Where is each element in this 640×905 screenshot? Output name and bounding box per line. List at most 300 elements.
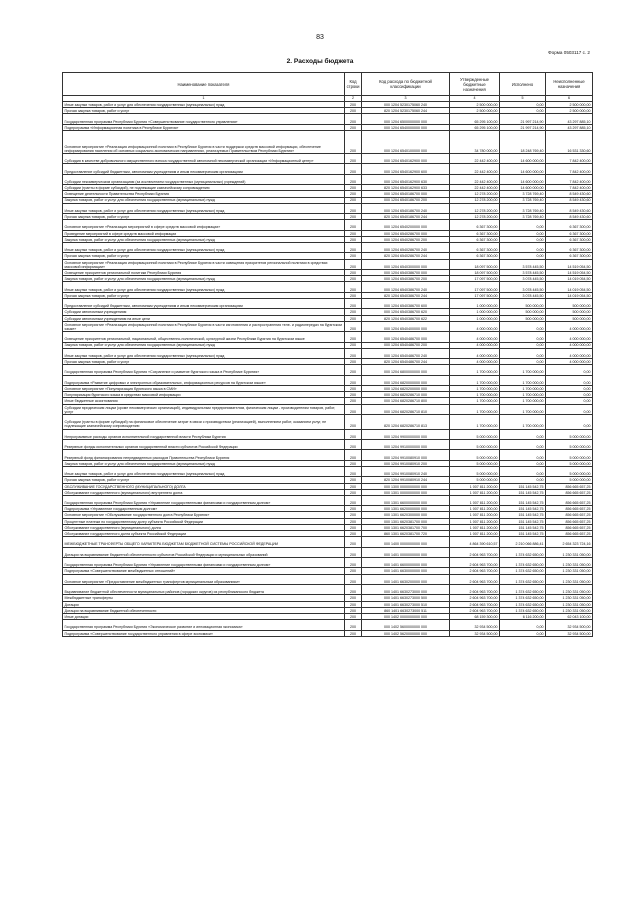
row-line-code: 200 bbox=[345, 214, 362, 220]
row-unexecuted-amount: 856 665 657,25 bbox=[546, 506, 593, 512]
row-unexecuted-amount: 14 019 054,50 bbox=[546, 276, 593, 282]
row-line-code: 200 bbox=[345, 584, 362, 594]
row-executed-amount: 500 000,00 bbox=[500, 298, 546, 308]
column-number: 5 bbox=[500, 96, 546, 102]
row-approved-amount: 1 700 000,00 bbox=[450, 392, 500, 398]
row-executed-amount: 1 374 632 650,00 bbox=[500, 595, 546, 601]
row-approved-amount: 5 000 000,00 bbox=[450, 460, 500, 466]
row-approved-amount: 18 097 500,00 bbox=[450, 259, 500, 269]
row-name: Государственная программа Республики Бурятия «Сохранение и развитие бурятского языка в Республике Бурятия» bbox=[63, 365, 345, 375]
row-unexecuted-amount: 856 665 657,25 bbox=[546, 518, 593, 524]
row-unexecuted-amount: 32 934 500,00 bbox=[546, 630, 593, 636]
row-unexecuted-amount: 6 367 300,00 bbox=[546, 253, 593, 259]
table-row bbox=[63, 298, 593, 308]
row-name: Прочая закупка товаров, работ и услуг bbox=[63, 253, 345, 259]
row-classification-code: 000 1402 5620000000 000 bbox=[362, 630, 450, 636]
row-executed-amount: 3 078 445,50 bbox=[500, 276, 546, 282]
header-line-code: Код строки bbox=[345, 73, 362, 96]
row-unexecuted-amount: 4 000 000,00 bbox=[546, 342, 593, 348]
row-classification-code: 820 1204 6540386700 622 bbox=[362, 315, 450, 321]
table-row bbox=[63, 439, 593, 449]
table-row bbox=[63, 203, 593, 213]
row-unexecuted-amount: 5 000 000,00 bbox=[546, 429, 593, 439]
row-classification-code: 000 1301 6620300000 000 bbox=[362, 512, 450, 518]
row-approved-amount: 5 000 000,00 bbox=[450, 477, 500, 483]
row-executed-amount: 6 116 200,00 bbox=[500, 613, 546, 619]
row-name: Подпрограмма «Совершенствование государственного управления в сфере экономики» bbox=[63, 630, 345, 636]
row-name: Государственная программа Республики Бурятия «Совершенствование государственного управления» bbox=[63, 114, 345, 124]
table-row bbox=[63, 259, 593, 269]
row-unexecuted-amount: 6 367 300,00 bbox=[546, 230, 593, 236]
row-approved-amount: 5 000 000,00 bbox=[450, 439, 500, 449]
row-unexecuted-amount: 1 230 331 050,00 bbox=[546, 601, 593, 607]
row-unexecuted-amount: 43 297 885,10 bbox=[546, 114, 593, 124]
row-unexecuted-amount: 7 842 400,00 bbox=[546, 164, 593, 174]
row-name: Дотации на выравнивание бюджетной обеспеченности субъектов Российской Федерации и муниципальных образований bbox=[63, 547, 345, 557]
row-line-code: 200 bbox=[345, 197, 362, 203]
column-number: 4 bbox=[450, 96, 500, 102]
row-name: Предоставление субсидий бюджетным, автономным учреждениям и иным некоммерческим организациям bbox=[63, 298, 345, 308]
row-line-code: 200 bbox=[345, 489, 362, 495]
row-unexecuted-amount: 62 043 100,00 bbox=[546, 613, 593, 619]
row-unexecuted-amount: 0,00 bbox=[546, 386, 593, 392]
row-approved-amount: 4 000 000,00 bbox=[450, 321, 500, 331]
table-row bbox=[63, 220, 593, 230]
row-approved-amount: 2 500 000,00 bbox=[450, 102, 500, 108]
row-approved-amount: 1 000 000,00 bbox=[450, 309, 500, 315]
header-unexecuted: Неисполненные назначения bbox=[546, 73, 593, 96]
header-executed: Исполнено bbox=[500, 73, 546, 96]
row-approved-amount: 5 000 000,00 bbox=[450, 450, 500, 460]
row-name: Иные закупки товаров, работ и услуг для обеспечения государственных (муниципальных) нужд bbox=[63, 348, 345, 358]
row-unexecuted-amount: 6 367 300,00 bbox=[546, 220, 593, 230]
row-unexecuted-amount: 5 000 000,00 bbox=[546, 439, 593, 449]
table-row bbox=[63, 348, 593, 358]
row-executed-amount: 151 145 542,75 bbox=[500, 524, 546, 530]
row-name: Дотации на выравнивание бюджетной обеспеченности bbox=[63, 607, 345, 613]
row-approved-amount: 4 000 000,00 bbox=[450, 342, 500, 348]
row-unexecuted-amount: 6 367 300,00 bbox=[546, 236, 593, 242]
row-line-code: 200 bbox=[345, 342, 362, 348]
column-number: 3 bbox=[362, 96, 450, 102]
row-name: Иные закупки товаров, работ и услуг для обеспечения государственных (муниципальных) нужд bbox=[63, 243, 345, 253]
row-unexecuted-amount: 1 230 331 050,00 bbox=[546, 568, 593, 574]
row-name: Популяризация бурятского языка в средствах массовой информации bbox=[63, 392, 345, 398]
row-classification-code: 000 1204 6540386700 000 bbox=[362, 270, 450, 276]
row-unexecuted-amount: 8 549 430,60 bbox=[546, 214, 593, 220]
row-executed-amount: 14 600 000,00 bbox=[500, 153, 546, 163]
row-line-code: 200 bbox=[345, 415, 362, 430]
row-line-code: 200 bbox=[345, 595, 362, 601]
row-classification-code: 000 1204 6540286700 240 bbox=[362, 243, 450, 253]
row-approved-amount: 5 000 000,00 bbox=[450, 429, 500, 439]
row-name: Иные закупки товаров, работ и услуг для обеспечения государственных (муниципальных) нужд bbox=[63, 203, 345, 213]
row-executed-amount: 0,00 bbox=[500, 477, 546, 483]
row-line-code: 200 bbox=[345, 174, 362, 184]
expenses-table bbox=[62, 72, 593, 637]
row-approved-amount: 6 367 300,00 bbox=[450, 253, 500, 259]
row-approved-amount: 1 700 000,00 bbox=[450, 386, 500, 392]
row-approved-amount: 2 604 963 700,00 bbox=[450, 558, 500, 568]
table-row bbox=[63, 558, 593, 568]
row-approved-amount: 12 278 200,00 bbox=[450, 203, 500, 213]
row-executed-amount: 0,00 bbox=[500, 332, 546, 342]
row-line-code: 200 bbox=[345, 450, 362, 460]
row-classification-code: 000 1301 6620381700 000 bbox=[362, 518, 450, 524]
row-line-code: 200 bbox=[345, 558, 362, 568]
row-approved-amount: 17 097 500,00 bbox=[450, 282, 500, 292]
row-name: Закупка товаров, работ и услуг для обеспечения государственных (муниципальных) нужд bbox=[63, 460, 345, 466]
row-executed-amount: 0,00 bbox=[500, 450, 546, 460]
row-classification-code: 000 1204 6820286710 000 bbox=[362, 392, 450, 398]
row-approved-amount: 6 367 300,00 bbox=[450, 230, 500, 236]
row-classification-code: 000 1400 0000000000 000 bbox=[362, 537, 450, 547]
row-executed-amount: 3 728 769,40 bbox=[500, 191, 546, 197]
row-line-code: 200 bbox=[345, 191, 362, 197]
row-executed-amount: 0,00 bbox=[500, 359, 546, 365]
row-line-code: 200 bbox=[345, 495, 362, 505]
column-number: 1 bbox=[63, 96, 345, 102]
row-classification-code: 000 1300 0000000000 000 bbox=[362, 483, 450, 489]
row-executed-amount: 0,00 bbox=[500, 230, 546, 236]
row-line-code: 200 bbox=[345, 547, 362, 557]
row-classification-code: 000 1301 6620381700 700 bbox=[362, 524, 450, 530]
row-classification-code: 000 1204 6540486700 000 bbox=[362, 332, 450, 342]
row-line-code: 200 bbox=[345, 483, 362, 489]
row-name: Выравнивание бюджетной обеспеченности муниципальных районов (городских округов) из республиканского бюджета bbox=[63, 584, 345, 594]
row-line-code: 200 bbox=[345, 114, 362, 124]
row-line-code: 200 bbox=[345, 332, 362, 342]
row-unexecuted-amount: 2 654 323 724,16 bbox=[546, 537, 593, 547]
row-executed-amount: 0,00 bbox=[500, 439, 546, 449]
row-unexecuted-amount: 8 549 430,60 bbox=[546, 203, 593, 213]
row-unexecuted-amount: 4 000 000,00 bbox=[546, 321, 593, 331]
row-name: Субсидии автономным учреждениям bbox=[63, 309, 345, 315]
row-approved-amount: 22 442 400,00 bbox=[450, 185, 500, 191]
row-executed-amount: 151 145 542,75 bbox=[500, 531, 546, 537]
row-unexecuted-amount: 2 500 000,00 bbox=[546, 108, 593, 114]
row-approved-amount: 1 700 000,00 bbox=[450, 415, 500, 430]
row-name: Освещение приоритетов региональной политики Республики Бурятия bbox=[63, 270, 345, 276]
row-executed-amount: 3 078 445,50 bbox=[500, 292, 546, 298]
row-name: Дотации bbox=[63, 601, 345, 607]
row-unexecuted-amount: 0,00 bbox=[546, 375, 593, 385]
row-executed-amount: 3 728 769,40 bbox=[500, 203, 546, 213]
row-line-code: 200 bbox=[345, 398, 362, 404]
row-executed-amount: 500 000,00 bbox=[500, 309, 546, 315]
row-unexecuted-amount: 1 230 331 050,00 bbox=[546, 607, 593, 613]
row-unexecuted-amount: 43 297 885,10 bbox=[546, 124, 593, 130]
row-classification-code: 000 1401 6630273000 510 bbox=[362, 601, 450, 607]
row-classification-code: 820 1204 6540186700 244 bbox=[362, 214, 450, 220]
row-approved-amount: 12 278 200,00 bbox=[450, 191, 500, 197]
row-unexecuted-amount: 8 549 430,60 bbox=[546, 191, 593, 197]
row-approved-amount: 12 278 200,00 bbox=[450, 214, 500, 220]
row-unexecuted-amount: 1 230 331 050,00 bbox=[546, 547, 593, 557]
row-classification-code: 000 1204 6540186700 240 bbox=[362, 203, 450, 213]
row-classification-code: 000 1204 6540286700 200 bbox=[362, 236, 450, 242]
section-title: 2. Расходы бюджета bbox=[286, 58, 354, 65]
row-line-code: 200 bbox=[345, 259, 362, 269]
table-row bbox=[63, 130, 593, 153]
row-executed-amount: 151 145 542,75 bbox=[500, 506, 546, 512]
row-classification-code: 000 1204 6540386700 200 bbox=[362, 276, 450, 282]
table-row bbox=[63, 321, 593, 331]
row-unexecuted-amount: 7 842 400,00 bbox=[546, 185, 593, 191]
row-classification-code: 000 1402 5600000000 000 bbox=[362, 620, 450, 630]
table-row bbox=[63, 620, 593, 630]
row-line-code: 200 bbox=[345, 359, 362, 365]
row-executed-amount: 0,00 bbox=[500, 108, 546, 114]
row-classification-code: 000 1402 0000000000 000 bbox=[362, 613, 450, 619]
row-executed-amount: 1 374 632 650,00 bbox=[500, 574, 546, 584]
row-classification-code: 000 1401 6630273000 000 bbox=[362, 584, 450, 594]
row-line-code: 200 bbox=[345, 298, 362, 308]
row-name: Подпрограмма «Информационная политика в Республике Бурятия» bbox=[63, 124, 345, 130]
row-classification-code: 000 1301 0000000000 000 bbox=[362, 489, 450, 495]
row-executed-amount: 0,00 bbox=[500, 348, 546, 358]
row-approved-amount: 1 007 811 200,00 bbox=[450, 495, 500, 505]
row-executed-amount: 14 600 000,00 bbox=[500, 185, 546, 191]
row-approved-amount: 2 500 000,00 bbox=[450, 108, 500, 114]
row-classification-code: 000 1401 6630000000 000 bbox=[362, 568, 450, 574]
row-executed-amount: 151 145 542,75 bbox=[500, 495, 546, 505]
row-approved-amount: 6 367 300,00 bbox=[450, 243, 500, 253]
row-unexecuted-amount: 2 500 000,00 bbox=[546, 102, 593, 108]
row-classification-code: 000 1204 6800000000 000 bbox=[362, 365, 450, 375]
table-row bbox=[63, 404, 593, 414]
row-classification-code: 000 1204 6540400000 000 bbox=[362, 321, 450, 331]
row-unexecuted-amount: 4 000 000,00 bbox=[546, 359, 593, 365]
row-approved-amount: 1 007 811 200,00 bbox=[450, 512, 500, 518]
row-executed-amount: 0,00 bbox=[500, 236, 546, 242]
row-name: Субсидии (гранты в форме субсидий) на финансовое обеспечение затрат в связи с производством (реализацией), выполнением работ, оказанием услуг, не подлежащие казначейскому сопровождению bbox=[63, 415, 345, 430]
row-approved-amount: 1 007 811 200,00 bbox=[450, 483, 500, 489]
row-line-code: 200 bbox=[345, 270, 362, 276]
row-unexecuted-amount: 5 000 000,00 bbox=[546, 460, 593, 466]
row-approved-amount: 65 295 100,00 bbox=[450, 114, 500, 124]
row-line-code: 200 bbox=[345, 518, 362, 524]
row-name: Непрограммные расходы органов исполнительной государственной власти Республики Бурятия bbox=[63, 429, 345, 439]
row-line-code: 200 bbox=[345, 460, 362, 466]
row-approved-amount: 1 007 811 200,00 bbox=[450, 506, 500, 512]
row-executed-amount: 3 578 445,50 bbox=[500, 270, 546, 276]
row-name: Процентные платежи по государственному долгу субъекта Российской Федерации bbox=[63, 518, 345, 524]
row-executed-amount: 3 078 445,50 bbox=[500, 282, 546, 292]
row-classification-code: 000 1204 6820286710 810 bbox=[362, 404, 450, 414]
row-classification-code: 860 1301 6620381700 720 bbox=[362, 531, 450, 537]
row-executed-amount: 0,00 bbox=[500, 620, 546, 630]
row-line-code: 200 bbox=[345, 108, 362, 114]
row-approved-amount: 1 700 000,00 bbox=[450, 398, 500, 404]
row-unexecuted-amount: 500 000,00 bbox=[546, 315, 593, 321]
row-unexecuted-amount: 0,00 bbox=[546, 392, 593, 398]
row-classification-code: 000 1401 6630273000 500 bbox=[362, 595, 450, 601]
row-unexecuted-amount: 4 000 000,00 bbox=[546, 348, 593, 358]
row-classification-code: 000 1204 6820286710 800 bbox=[362, 398, 450, 404]
row-unexecuted-amount: 1 230 331 050,00 bbox=[546, 574, 593, 584]
row-unexecuted-amount: 500 000,00 bbox=[546, 309, 593, 315]
row-line-code: 200 bbox=[345, 392, 362, 398]
row-approved-amount: 5 000 000,00 bbox=[450, 466, 500, 476]
row-unexecuted-amount: 856 665 657,25 bbox=[546, 531, 593, 537]
row-approved-amount: 2 604 963 700,00 bbox=[450, 607, 500, 613]
row-unexecuted-amount: 4 000 000,00 bbox=[546, 332, 593, 342]
row-line-code: 200 bbox=[345, 537, 362, 547]
row-name: Закупка товаров, работ и услуг для обеспечения государственных (муниципальных) нужд bbox=[63, 342, 345, 348]
row-name: Закупка товаров, работ и услуг для обеспечения государственных (муниципальных) нужд bbox=[63, 276, 345, 282]
row-executed-amount: 151 145 542,75 bbox=[500, 489, 546, 495]
row-line-code: 200 bbox=[345, 429, 362, 439]
row-classification-code: 000 1301 6620000000 000 bbox=[362, 506, 450, 512]
row-name: МЕЖБЮДЖЕТНЫЕ ТРАНСФЕРТЫ ОБЩЕГО ХАРАКТЕРА БЮДЖЕТАМ БЮДЖЕТНОЙ СИСТЕМЫ РОССИЙСКОЙ ФЕДЕРАЦИИ bbox=[63, 537, 345, 547]
table-row bbox=[63, 547, 593, 557]
row-executed-amount: 1 374 632 650,00 bbox=[500, 584, 546, 594]
row-executed-amount: 21 997 214,90 bbox=[500, 114, 546, 124]
row-unexecuted-amount: 0,00 bbox=[546, 365, 593, 375]
row-classification-code: 000 1204 6540162900 630 bbox=[362, 174, 450, 184]
row-line-code: 200 bbox=[345, 243, 362, 253]
row-unexecuted-amount: 16 531 330,60 bbox=[546, 130, 593, 153]
table-row bbox=[63, 365, 593, 375]
row-line-code: 200 bbox=[345, 375, 362, 385]
row-unexecuted-amount: 856 665 657,25 bbox=[546, 524, 593, 530]
row-line-code: 200 bbox=[345, 386, 362, 392]
row-approved-amount: 1 007 811 200,00 bbox=[450, 489, 500, 495]
table-row bbox=[63, 375, 593, 385]
row-classification-code: 000 1204 6540100000 000 bbox=[362, 130, 450, 153]
row-name: Подпрограмма «Развитие цифровых и электронных образовательных, информационных ресурсов на бурятском языке» bbox=[63, 375, 345, 385]
row-unexecuted-amount: 32 934 500,00 bbox=[546, 620, 593, 630]
row-executed-amount: 1 700 000,00 bbox=[500, 365, 546, 375]
row-line-code: 200 bbox=[345, 153, 362, 163]
row-line-code: 200 bbox=[345, 477, 362, 483]
row-unexecuted-amount: 6 367 300,00 bbox=[546, 243, 593, 253]
row-unexecuted-amount: 856 665 657,25 bbox=[546, 512, 593, 518]
row-approved-amount: 65 295 100,00 bbox=[450, 124, 500, 130]
row-classification-code: 000 1204 6540386700 600 bbox=[362, 298, 450, 308]
row-executed-amount: 151 145 542,75 bbox=[500, 483, 546, 489]
row-classification-code: 000 1401 6630200000 000 bbox=[362, 574, 450, 584]
row-unexecuted-amount: 0,00 bbox=[546, 404, 593, 414]
row-classification-code: 860 1401 6630273000 511 bbox=[362, 607, 450, 613]
table-row bbox=[63, 114, 593, 124]
row-classification-code: 000 1204 6540286700 000 bbox=[362, 230, 450, 236]
row-line-code: 200 bbox=[345, 466, 362, 476]
row-line-code: 200 bbox=[345, 203, 362, 213]
row-classification-code: 000 1204 6540486700 200 bbox=[362, 342, 450, 348]
row-name: Проведение мероприятий в сфере средств массовой информации bbox=[63, 230, 345, 236]
row-name: Закупка товаров, работ и услуг для обеспечения государственных (муниципальных) нужд bbox=[63, 197, 345, 203]
row-line-code: 200 bbox=[345, 568, 362, 574]
row-approved-amount: 6 367 300,00 bbox=[450, 220, 500, 230]
row-classification-code: 000 1204 6540186700 000 bbox=[362, 191, 450, 197]
row-classification-code: 000 1204 6540300000 000 bbox=[362, 259, 450, 269]
row-approved-amount: 2 604 963 700,00 bbox=[450, 568, 500, 574]
row-line-code: 200 bbox=[345, 292, 362, 298]
row-name: Прочая закупка товаров, работ и услуг bbox=[63, 214, 345, 220]
row-approved-amount: 1 700 000,00 bbox=[450, 404, 500, 414]
row-unexecuted-amount: 7 842 400,00 bbox=[546, 174, 593, 184]
row-executed-amount: 3 728 769,40 bbox=[500, 197, 546, 203]
row-unexecuted-amount: 5 000 000,00 bbox=[546, 466, 593, 476]
row-executed-amount: 3 728 769,40 bbox=[500, 214, 546, 220]
row-name: Иные дотации bbox=[63, 613, 345, 619]
row-approved-amount: 6 367 300,00 bbox=[450, 236, 500, 242]
row-name: Основное мероприятие «Реализация информационной политики в Республике Бурятия в части изготовления и распространения теле- и радиопередач на бурятском языке» bbox=[63, 321, 345, 331]
table-row bbox=[63, 630, 593, 636]
row-approved-amount: 2 604 963 700,00 bbox=[450, 547, 500, 557]
row-approved-amount: 22 442 400,00 bbox=[450, 164, 500, 174]
row-executed-amount: 0,00 bbox=[500, 243, 546, 253]
row-approved-amount: 1 007 811 200,00 bbox=[450, 524, 500, 530]
row-classification-code: 000 1204 6540200000 000 bbox=[362, 220, 450, 230]
table-row bbox=[63, 429, 593, 439]
row-name: Резервные фонды исполнительных органов государственной власти субъектов Российской Федерации bbox=[63, 439, 345, 449]
table-row bbox=[63, 450, 593, 460]
header-approved: Утвержденные бюджетные назначения bbox=[450, 73, 500, 96]
row-line-code: 200 bbox=[345, 620, 362, 630]
row-approved-amount: 1 700 000,00 bbox=[450, 375, 500, 385]
row-executed-amount: 1 374 632 650,00 bbox=[500, 568, 546, 574]
row-name: Субсидия в качестве добровольного имущественного взноса государственной автономной некоммерческой организации «Информационный центр» bbox=[63, 153, 345, 163]
table-row bbox=[63, 282, 593, 292]
form-reference: Форма 0503117 с. 2 bbox=[548, 50, 590, 55]
row-name: Основное мероприятие «Реализация информационной политики в Республике Бурятия в части освещения приоритетов региональной политики в средствах массовой информации» bbox=[63, 259, 345, 269]
row-classification-code: 000 1204 6540162900 600 bbox=[362, 164, 450, 174]
row-executed-amount: 1 700 000,00 bbox=[500, 404, 546, 414]
row-approved-amount: 2 604 963 700,00 bbox=[450, 574, 500, 584]
row-unexecuted-amount: 1 230 331 050,00 bbox=[546, 584, 593, 594]
row-unexecuted-amount: 0,00 bbox=[546, 398, 593, 404]
row-approved-amount: 1 000 000,00 bbox=[450, 315, 500, 321]
row-approved-amount: 4 864 390 610,57 bbox=[450, 537, 500, 547]
row-executed-amount: 0,00 bbox=[500, 460, 546, 466]
table-row bbox=[63, 332, 593, 342]
row-approved-amount: 18 097 500,00 bbox=[450, 270, 500, 276]
row-line-code: 200 bbox=[345, 607, 362, 613]
row-executed-amount: 1 374 632 650,00 bbox=[500, 601, 546, 607]
row-classification-code: 000 1204 6540486700 240 bbox=[362, 348, 450, 358]
row-executed-amount: 14 600 000,00 bbox=[500, 164, 546, 174]
row-line-code: 200 bbox=[345, 315, 362, 321]
row-name: Государственная программа Республики Бурятия «Управление государственными финансами и государственным долгом» bbox=[63, 495, 345, 505]
row-line-code: 200 bbox=[345, 404, 362, 414]
row-line-code: 200 bbox=[345, 130, 362, 153]
row-executed-amount: 0,00 bbox=[500, 220, 546, 230]
row-name: Иные закупки товаров, работ и услуг для обеспечения государственных (муниципальных) нужд bbox=[63, 102, 345, 108]
row-classification-code: 820 1204 6820286710 813 bbox=[362, 415, 450, 430]
row-name: Резервный фонд финансирования непредвиденных расходов Правительства Республики Бурятия bbox=[63, 450, 345, 460]
table-body bbox=[63, 102, 593, 637]
row-executed-amount: 151 145 542,75 bbox=[500, 518, 546, 524]
row-name: Прочая закупка товаров, работ и услуг bbox=[63, 359, 345, 365]
row-classification-code: 000 1204 9900000000 000 bbox=[362, 429, 450, 439]
row-line-code: 200 bbox=[345, 574, 362, 584]
row-unexecuted-amount: 14 019 054,50 bbox=[546, 282, 593, 292]
row-name: Иные закупки товаров, работ и услуг для обеспечения государственных (муниципальных) нужд bbox=[63, 282, 345, 292]
row-classification-code: 820 1204 6540286700 244 bbox=[362, 253, 450, 259]
row-classification-code: 820 1204 6540486700 244 bbox=[362, 359, 450, 365]
row-executed-amount: 0,00 bbox=[500, 253, 546, 259]
row-approved-amount: 1 007 811 200,00 bbox=[450, 518, 500, 524]
row-approved-amount: 2 604 963 700,00 bbox=[450, 595, 500, 601]
row-name: Подпрограмма «Совершенствование межбюджетных отношений» bbox=[63, 568, 345, 574]
header-name: Наименование показателя bbox=[63, 73, 345, 96]
row-unexecuted-amount: 856 665 657,25 bbox=[546, 495, 593, 505]
table-row bbox=[63, 537, 593, 547]
column-number: 6 bbox=[546, 96, 593, 102]
